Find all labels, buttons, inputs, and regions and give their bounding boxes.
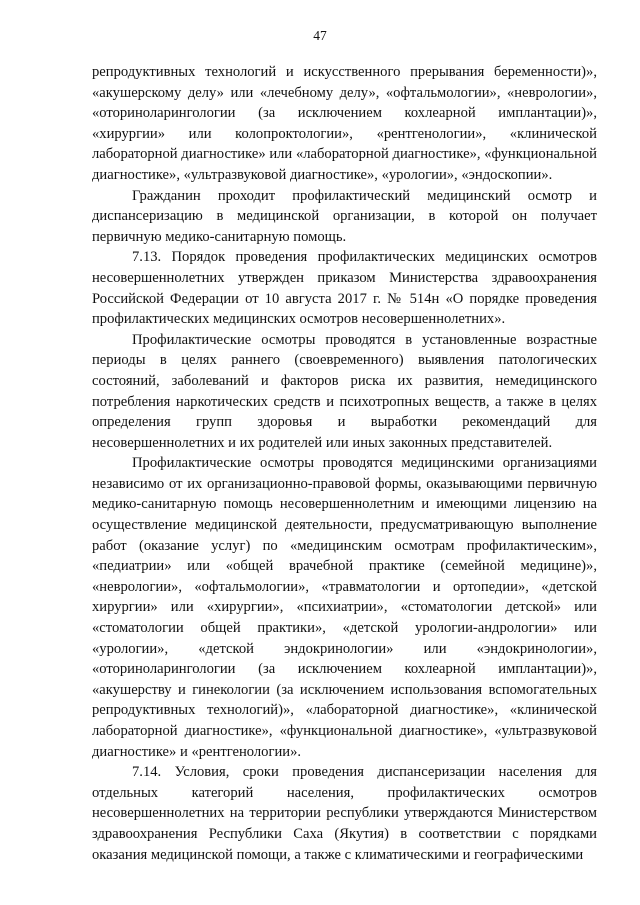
paragraph-7-13: 7.13. Порядок проведения профилактических медицинских осмотров несовершеннолетних утвержден приказом Министерства здравоохранения Российской Федерации от 10 августа 2017 г. № 514н «О порядке проведения профилактических медицинских осмотров несовершеннолетних». [92,249,597,328]
paragraph-preventive-exams-organizations: Профилактические осмотры проводятся медицинскими организациями независимо от их организационно-правовой формы, оказывающими первичную медико-санитарную помощь несовершеннолетним и имеющими лицензию на осуществление медицинской деятельности, предусматривающую выполнение работ (оказание услуг) по «медицинским осмотрам профилактическим», «педиатрии» или «общей врачебной практике (семейной медицине)», «неврологии», «офтальмологии», «травматологии и ортопедии», «детской хирургии» или «хирургии», «психиатрии», «стоматологии детской» или «стоматологии общей практики», «детской урологии-андрологии» или «урологии», «детской эндокринологии» или «эндокринологии», «оториноларингологии (за исключением кохлеарной имплантации)», «акушерству и гинекологии (за исключением использования вспомогательных репродуктивных технологий)», «лабораторной диагностике», «клинической лабораторной диагностике», «функциональной диагностике», «ультразвуковой диагностике» и «рентгенологии». [92,455,597,760]
document-body [92,62,597,865]
paragraph-7-14: 7.14. Условия, сроки проведения диспансеризации населения для отдельных категорий населения, профилактических осмотров несовершеннолетних на территории республики утверждаются Министерством здравоохранения Республики Саха (Якутия) в соответствии с порядками оказания медицинской помощи, а также с климатическими и географическими [92,764,597,863]
page-number: 47 [313,28,327,43]
paragraph-continuation: репродуктивных технологий и искусственного прерывания беременности)», «акушерскому делу» или «лечебному делу», «офтальмологии», «неврологии», «оториноларингологии (за исключением кохлеарной имплантации)», «хирургии» или колопроктологии», «рентгенологии», «клинической лабораторной диагностике» или «лабораторной диагностике», «функциональной диагностике», «ультразвуковой диагностике», «урологии», «эндоскопии». [92,64,597,183]
paragraph-preventive-exams-purpose: Профилактические осмотры проводятся в установленные возрастные периоды в целях раннего (своевременного) выявления патологических состояний, заболеваний и факторов риска их развития, немедицинского потребления наркотических средств и психотропных веществ, а также в целях определения групп здоровья и выработки рекомендаций для несовершеннолетних и их родителей или иных законных представителей. [92,331,597,451]
paragraph-citizen-examination: Гражданин проходит профилактический медицинский осмотр и диспансеризацию в медицинской организации, в которой он получает первичную медико-санитарную помощь. [92,187,597,245]
